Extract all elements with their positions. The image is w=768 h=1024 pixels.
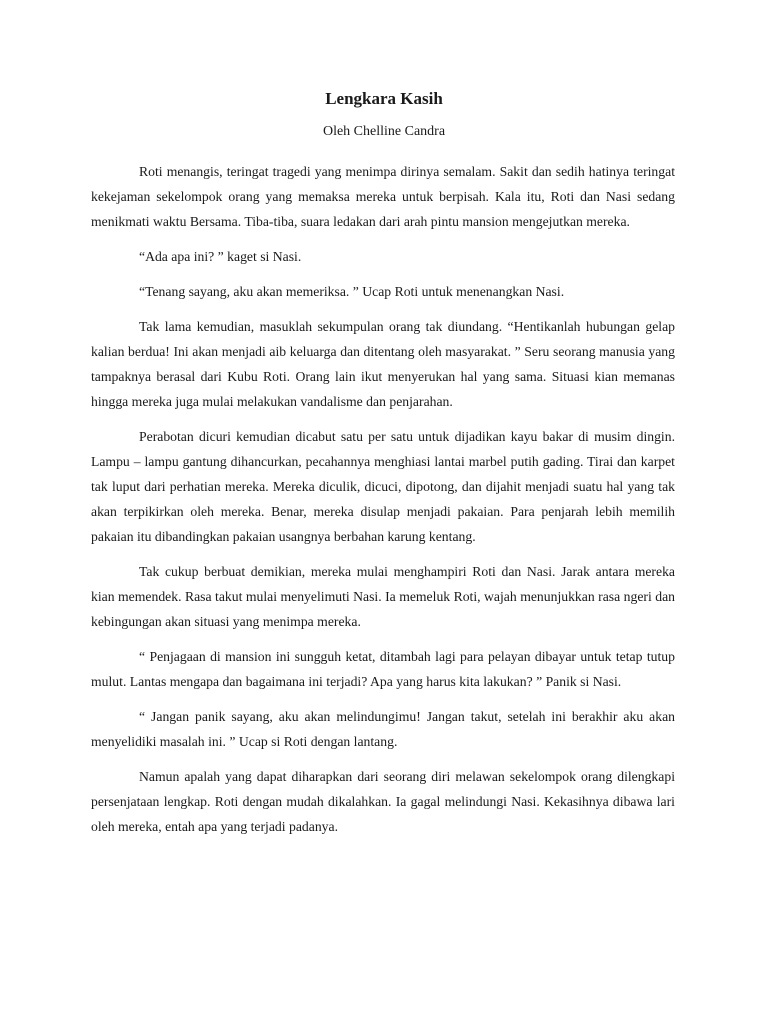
paragraph: Roti menangis, teringat tragedi yang menimpa dirinya semalam. Sakit dan sedih hatinya teringat kekejaman sekelompok orang yang memaksa mereka untuk berpisah. Kala itu, Roti dan Nasi sedang menikmati waktu Bersama. Tiba-tiba, suara ledakan dari arah pintu mansion mengejutkan mereka. (91, 164, 675, 229)
paragraph: “ Penjagaan di mansion ini sungguh ketat, ditambah lagi para pelayan dibayar untuk tetap tutup mulut. Lantas mengapa dan bagaimana ini terjadi? Apa yang harus kita lakukan? ” Panik si Nasi. (91, 649, 675, 689)
paragraph: Tak lama kemudian, masuklah sekumpulan orang tak diundang. “Hentikanlah hubungan gelap kalian berdua! Ini akan menjadi aib keluarga dan ditentang oleh masyarakat. ” Seru seorang manusia yang tampaknya berasal dari Kubu Roti. Orang lain ikut menyerukan hal yang sama. Situasi kian memanas hingga mereka juga mulai melakukan vandalisme dan penjarahan. (91, 319, 675, 409)
paragraph: Perabotan dicuri kemudian dicabut satu per satu untuk dijadikan kayu bakar di musim dingin. Lampu – lampu gantung dihancurkan, pecahannya menghiasi lantai marbel putih gading. Tirai dan karpet tak luput dari perhatian mereka. Mereka diculik, dicuci, dipotong, dan dijahit menjadi suatu hal yang tak akan terpikirkan oleh mereka. Benar, mereka disulap menjadi pakaian. Para penjarah lebih memilih pakaian itu dibandingkan pakaian usangnya berbahan karung kentang. (91, 429, 675, 544)
document-title: Lengkara Kasih (325, 89, 443, 108)
paragraph: Tak cukup berbuat demikian, mereka mulai menghampiri Roti dan Nasi. Jarak antara mereka kian memendek. Rasa takut mulai menyelimuti Nasi. Ia memeluk Roti, wajah menunjukkan rasa ngeri dan kebingungan akan situasi yang menimpa mereka. (91, 564, 675, 629)
document-body (91, 159, 675, 849)
paragraph: “Ada apa ini? ” kaget si Nasi. (139, 249, 302, 264)
paragraph: Namun apalah yang dapat diharapkan dari seorang diri melawan sekelompok orang dilengkapi persenjataan lengkap. Roti dengan mudah dikalahkan. Ia gagal melindungi Nasi. Kekasihnya dibawa lari oleh mereka, entah apa yang terjadi padanya. (91, 769, 675, 834)
paragraph: “Tenang sayang, aku akan memeriksa. ” Ucap Roti untuk menenangkan Nasi. (139, 284, 565, 299)
document-author: Oleh Chelline Candra (322, 124, 446, 139)
paragraph: “ Jangan panik sayang, aku akan melindungimu! Jangan takut, setelah ini berakhir aku akan menyelidiki masalah ini. ” Ucap si Roti dengan lantang. (91, 709, 675, 749)
